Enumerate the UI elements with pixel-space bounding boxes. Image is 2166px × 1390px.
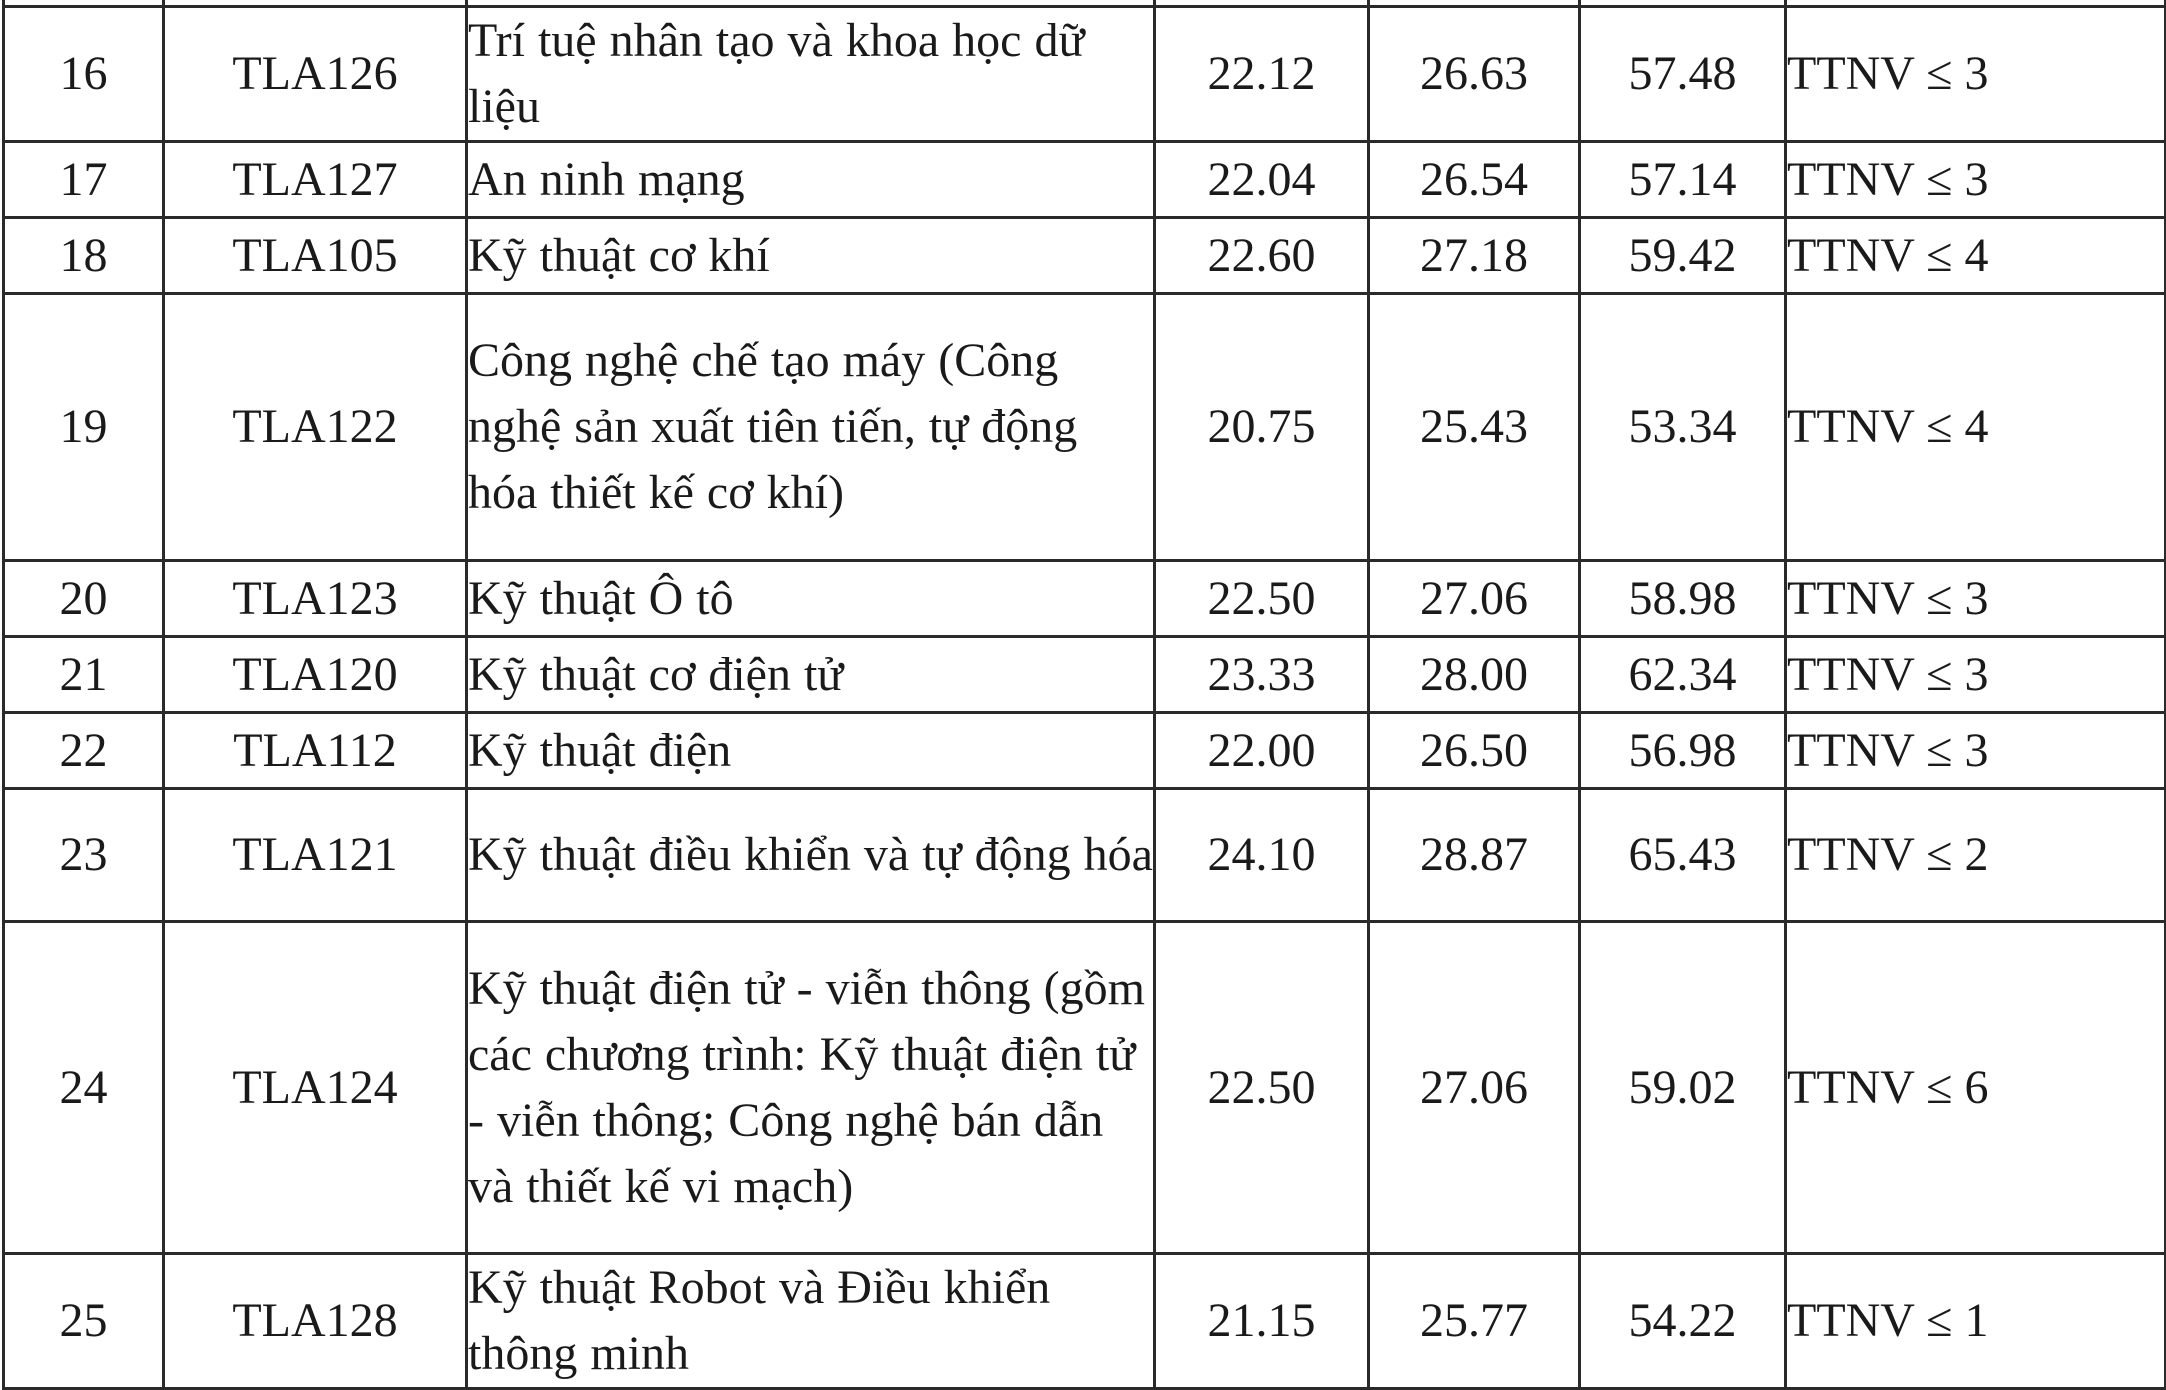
row-number-cell: 25 (4, 1254, 164, 1389)
row-number-cell: 21 (4, 637, 164, 713)
major-code-cell: TLA120 (164, 637, 467, 713)
major-code-cell: TLA122 (164, 294, 467, 561)
major-name-cell: Kỹ thuật điều khiển và tự động hóa (467, 789, 1155, 922)
major-code-cell: TLA112 (164, 713, 467, 789)
major-name-cell: Kỹ thuật điện (467, 713, 1155, 789)
score-cell-1: 22.04 (1155, 142, 1369, 218)
score-cell-1: 23.33 (1155, 637, 1369, 713)
condition-cell: TTNV ≤ 1 (1786, 1254, 2166, 1389)
score-cell-1: 20.75 (1155, 294, 1369, 561)
table-row (4, 142, 2166, 218)
score-cell-1: 22.50 (1155, 561, 1369, 637)
score-cell-3: 62.34 (1580, 637, 1786, 713)
major-code-cell: TLA126 (164, 7, 467, 142)
row-number-cell: 17 (4, 142, 164, 218)
score-cell-2: 26.54 (1369, 142, 1580, 218)
condition-cell: TTNV ≤ 3 (1786, 7, 2166, 142)
score-cell-1: 22.60 (1155, 218, 1369, 294)
table-row (4, 713, 2166, 789)
score-cell-3: 56.98 (1580, 713, 1786, 789)
row-number-cell: 23 (4, 789, 164, 922)
score-cell-1: 22.50 (1155, 922, 1369, 1254)
score-cell-3: 57.48 (1580, 7, 1786, 142)
score-cell-2: 27.06 (1369, 922, 1580, 1254)
admission-score-table (2, 0, 2166, 1390)
score-cell-3: 59.02 (1580, 922, 1786, 1254)
condition-cell: TTNV ≤ 3 (1786, 713, 2166, 789)
table-row (4, 789, 2166, 922)
major-code-cell: TLA128 (164, 1254, 467, 1389)
score-cell-3: 59.42 (1580, 218, 1786, 294)
score-cell-2: 26.50 (1369, 713, 1580, 789)
condition-cell: TTNV ≤ 2 (1786, 789, 2166, 922)
table-row (4, 922, 2166, 1254)
table-row (4, 637, 2166, 713)
score-cell-3: 53.34 (1580, 294, 1786, 561)
row-number-cell: 18 (4, 218, 164, 294)
condition-cell: TTNV ≤ 6 (1786, 922, 2166, 1254)
score-cell-3: 57.14 (1580, 142, 1786, 218)
major-code-cell: TLA124 (164, 922, 467, 1254)
score-cell-1: 24.10 (1155, 789, 1369, 922)
major-name-cell: Kỹ thuật Robot và Điều khiển thông minh (467, 1254, 1155, 1389)
major-name-cell: Kỹ thuật Ô tô (467, 561, 1155, 637)
table-row (4, 7, 2166, 142)
major-name-cell: An ninh mạng (467, 142, 1155, 218)
row-number-cell: 19 (4, 294, 164, 561)
score-cell-2: 27.18 (1369, 218, 1580, 294)
score-cell-2: 25.77 (1369, 1254, 1580, 1389)
score-cell-1: 22.12 (1155, 7, 1369, 142)
condition-cell: TTNV ≤ 3 (1786, 561, 2166, 637)
major-code-cell: TLA105 (164, 218, 467, 294)
condition-cell: TTNV ≤ 3 (1786, 142, 2166, 218)
major-code-cell: TLA127 (164, 142, 467, 218)
score-cell-2: 27.06 (1369, 561, 1580, 637)
score-cell-3: 58.98 (1580, 561, 1786, 637)
row-number-cell: 24 (4, 922, 164, 1254)
score-cell-1: 22.00 (1155, 713, 1369, 789)
condition-cell: TTNV ≤ 3 (1786, 637, 2166, 713)
row-number-cell: 16 (4, 7, 164, 142)
major-name-cell: Kỹ thuật điện tử - viễn thông (gồm các chương trình: Kỹ thuật điện tử - viễn thông; Công nghệ bán dẫn và thiết kế vi mạch) (467, 922, 1155, 1254)
score-cell-1: 21.15 (1155, 1254, 1369, 1389)
table-row (4, 561, 2166, 637)
row-number-cell: 22 (4, 713, 164, 789)
major-name-cell: Trí tuệ nhân tạo và khoa học dữ liệu (467, 7, 1155, 142)
condition-cell: TTNV ≤ 4 (1786, 218, 2166, 294)
table-row (4, 1254, 2166, 1389)
score-cell-2: 28.87 (1369, 789, 1580, 922)
score-cell-2: 28.00 (1369, 637, 1580, 713)
major-code-cell: TLA123 (164, 561, 467, 637)
major-code-cell: TLA121 (164, 789, 467, 922)
score-cell-2: 25.43 (1369, 294, 1580, 561)
score-cell-3: 54.22 (1580, 1254, 1786, 1389)
major-name-cell: Công nghệ chế tạo máy (Công nghệ sản xuất tiên tiến, tự động hóa thiết kế cơ khí) (467, 294, 1155, 561)
row-number-cell: 20 (4, 561, 164, 637)
score-cell-2: 26.63 (1369, 7, 1580, 142)
major-name-cell: Kỹ thuật cơ khí (467, 218, 1155, 294)
table-row (4, 294, 2166, 561)
table-row (4, 218, 2166, 294)
major-name-cell: Kỹ thuật cơ điện tử (467, 637, 1155, 713)
score-cell-3: 65.43 (1580, 789, 1786, 922)
condition-cell: TTNV ≤ 4 (1786, 294, 2166, 561)
